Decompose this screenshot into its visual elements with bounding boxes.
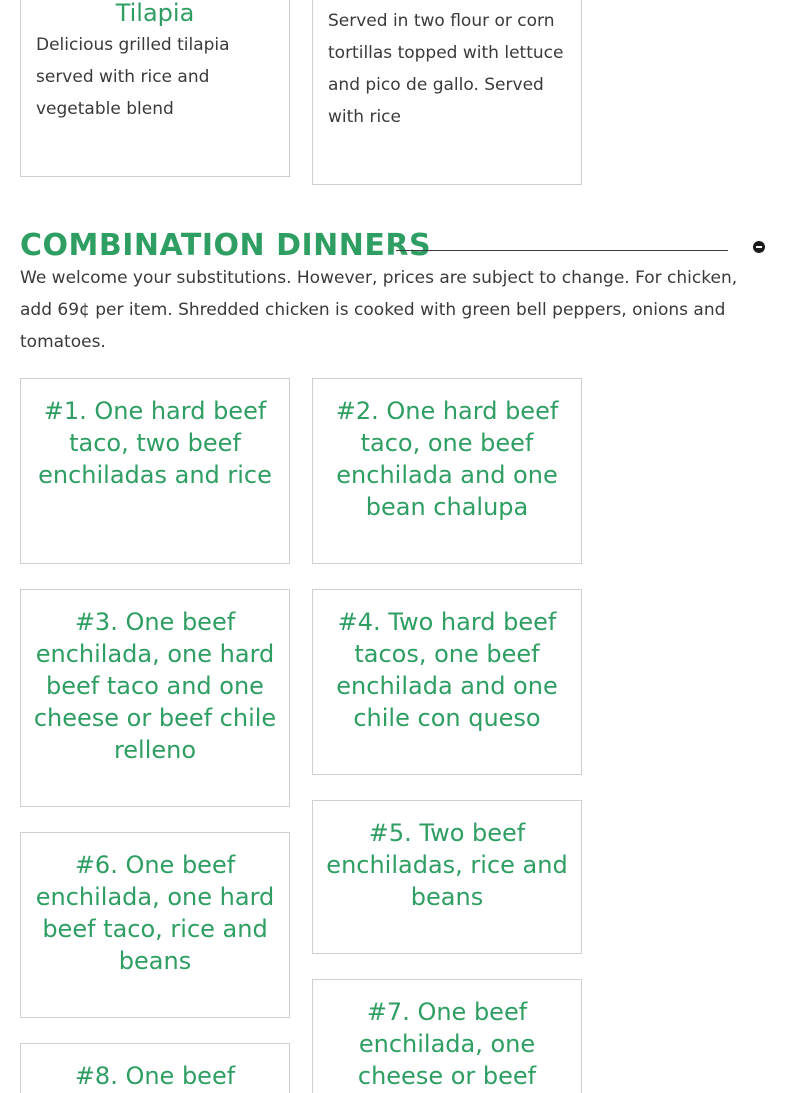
combo-title: #7. One beef enchilada, one cheese or beef <box>357 998 537 1090</box>
section-header <box>20 226 768 266</box>
section-title: COMBINATION DINNERS <box>20 228 432 263</box>
combo-card-2[interactable] <box>312 378 582 564</box>
menu-item-card-tilapia[interactable] <box>20 0 290 177</box>
combo-title: #3. One beef enchilada, one hard beef taco and one cheese or beef chile relleno <box>33 608 277 764</box>
combo-card-8[interactable] <box>20 1043 290 1093</box>
section-divider <box>396 250 728 251</box>
combo-card-4[interactable] <box>312 589 582 775</box>
menu-item-title: Tilapia <box>115 0 195 27</box>
combo-card-3[interactable] <box>20 589 290 807</box>
combo-card-7[interactable] <box>312 979 582 1093</box>
menu-item-description: Served in two flour or corn tortillas topped with lettuce and pico de gallo. Served with rice <box>328 11 564 127</box>
combo-title: #6. One beef enchilada, one hard beef taco, rice and beans <box>35 851 275 975</box>
combo-title: #2. One hard beef taco, one beef enchilada and one bean chalupa <box>335 397 559 521</box>
combo-card-6[interactable] <box>20 832 290 1018</box>
combo-title: #4. Two hard beef tacos, one beef enchilada and one chile con queso <box>336 608 558 732</box>
minus-circle-icon[interactable] <box>753 241 765 253</box>
section-description: We welcome your substitutions. However, prices are subject to change. For chicken, add 69¢ per item. Shredded chicken is cooked with green bell peppers, onions and tomatoes. <box>20 268 738 352</box>
combo-card-5[interactable] <box>312 800 582 954</box>
menu-item-card-tacos[interactable] <box>312 0 582 185</box>
combo-title: #5. Two beef enchiladas, rice and beans <box>326 819 568 911</box>
combo-title: #1. One hard beef taco, two beef enchiladas and rice <box>38 397 272 489</box>
menu-item-description: Delicious grilled tilapia served with rice and vegetable blend <box>36 35 230 119</box>
combo-card-1[interactable] <box>20 378 290 564</box>
combo-title: #8. One beef <box>74 1062 236 1090</box>
